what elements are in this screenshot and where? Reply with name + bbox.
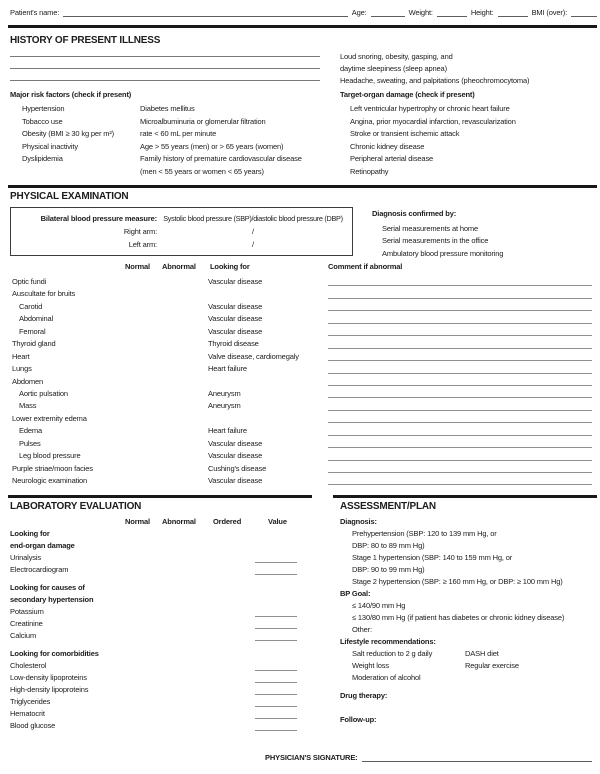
bmi-line bbox=[571, 9, 597, 17]
lifestyle-row bbox=[340, 648, 594, 660]
lab-group-heading: Looking for bbox=[10, 529, 50, 538]
exam-row bbox=[10, 413, 592, 425]
risk-factors-heading: Major risk factors (check if present) bbox=[10, 90, 132, 99]
hpi-blank-line bbox=[10, 57, 320, 69]
lab-group-secondary-htn bbox=[10, 582, 310, 642]
risk-factor-item: Tobacco use bbox=[22, 116, 63, 126]
diagnosis-heading: Diagnosis: bbox=[340, 517, 377, 526]
exam-looking-for: Thyroid disease bbox=[208, 339, 259, 349]
risk-factors-column1 bbox=[22, 103, 114, 166]
patient-name-label: Patient's name: bbox=[10, 8, 60, 17]
exam-label: Purple striae/moon facies bbox=[12, 463, 93, 473]
risk-factor-item: Microalbuminuria or glomerular filtration bbox=[140, 116, 266, 126]
exam-label: Edema bbox=[19, 426, 43, 436]
hpi-blank-line bbox=[10, 69, 320, 81]
exam-label: Auscultate for bruits bbox=[12, 289, 76, 299]
section-rule bbox=[8, 185, 597, 188]
lab-item-row bbox=[10, 708, 310, 720]
target-organ-heading: Target-organ damage (check if present) bbox=[340, 90, 475, 99]
bp-goal-line: ≤ 140/90 mm Hg bbox=[352, 601, 406, 610]
height-label: Height: bbox=[470, 8, 494, 17]
risk-factor-item: Dyslipidemia bbox=[22, 154, 63, 164]
risk-factor-item: rate < 60 mL per minute bbox=[140, 129, 217, 139]
comment-line bbox=[328, 425, 592, 435]
lab-group-heading: end-organ damage bbox=[10, 541, 75, 550]
value-line bbox=[255, 722, 297, 731]
comment-line bbox=[328, 388, 592, 398]
lab-item-label: Creatinine bbox=[10, 619, 43, 628]
comment-line bbox=[328, 326, 592, 336]
col-header-normal: Normal bbox=[125, 262, 150, 271]
lab-col-header-ordered: Ordered bbox=[213, 517, 242, 526]
age-line bbox=[371, 9, 405, 17]
diagnosis-confirmed-heading: Diagnosis confirmed by: bbox=[372, 209, 457, 218]
exam-label: Thyroid gland bbox=[12, 339, 56, 349]
comment-line bbox=[328, 475, 592, 485]
section-title-history: HISTORY OF PRESENT ILLNESS bbox=[10, 35, 161, 46]
lab-item-row bbox=[10, 618, 310, 630]
target-organ-item: Chronic kidney disease bbox=[350, 141, 425, 151]
comment-line bbox=[328, 376, 592, 386]
exam-row bbox=[10, 388, 592, 400]
lab-item-label: Calcium bbox=[10, 631, 37, 640]
weight-line bbox=[437, 9, 467, 17]
exam-table bbox=[10, 276, 592, 487]
lab-item-row bbox=[10, 696, 310, 708]
exam-row bbox=[10, 376, 592, 388]
physician-signature-label: PHYSICIAN'S SIGNATURE: bbox=[265, 753, 358, 762]
exam-row bbox=[10, 475, 592, 487]
comment-line bbox=[328, 450, 592, 460]
lab-table-header bbox=[10, 516, 310, 528]
exam-label: Optic fundi bbox=[12, 277, 47, 286]
exam-looking-for: Vascular disease bbox=[208, 451, 263, 461]
lab-item-row bbox=[10, 720, 310, 732]
risk-factor-item: (men < 55 years or women < 65 years) bbox=[140, 166, 264, 176]
comment-line bbox=[328, 363, 592, 373]
exam-row bbox=[10, 400, 592, 412]
lab-group-heading: secondary hypertension bbox=[10, 595, 94, 604]
lab-item-label: High-density lipoproteins bbox=[10, 685, 89, 694]
bp-goal-line: Other: bbox=[352, 625, 372, 634]
lab-item-row bbox=[10, 564, 310, 576]
exam-label: Abdominal bbox=[19, 314, 54, 324]
exam-looking-for bbox=[208, 413, 328, 425]
exam-row bbox=[10, 288, 592, 300]
lifestyle-row bbox=[340, 672, 594, 684]
exam-label: Carotid bbox=[19, 301, 43, 311]
lifestyle-heading: Lifestyle recommendations: bbox=[340, 637, 436, 646]
signature-row bbox=[265, 753, 592, 762]
lab-item-label: Blood glucose bbox=[10, 721, 56, 730]
exam-looking-for: Vascular disease bbox=[208, 326, 263, 336]
hpi-note-line: Headache, sweating, and palpitations (pheochromocytoma) bbox=[340, 76, 530, 86]
exam-label: Femoral bbox=[19, 326, 46, 336]
comment-line bbox=[328, 400, 592, 410]
lab-item-label: Low-density lipoproteins bbox=[10, 673, 87, 682]
diagnosis-confirmed-item: Serial measurements in the office bbox=[382, 236, 489, 246]
comment-line bbox=[328, 276, 592, 286]
lab-item-row bbox=[10, 672, 310, 684]
top-rule bbox=[8, 25, 597, 28]
comment-line bbox=[328, 338, 592, 348]
comment-line bbox=[328, 413, 592, 423]
diagnosis-line: Stage 2 hypertension (SBP: ≥ 160 mm Hg, or DBP: ≥ 100 mm Hg) bbox=[352, 577, 563, 586]
target-organ-item: Left ventricular hypertrophy or chronic heart failure bbox=[350, 104, 510, 113]
lifestyle-item: Regular exercise bbox=[465, 661, 519, 670]
hpi-note-line: Loud snoring, obesity, gasping, and bbox=[340, 52, 453, 61]
value-line bbox=[255, 686, 297, 695]
lab-group-comorbidities bbox=[10, 648, 310, 732]
drug-therapy-heading: Drug therapy: bbox=[340, 691, 388, 700]
exam-row bbox=[10, 363, 592, 375]
target-organ-item: Peripheral arterial disease bbox=[350, 154, 434, 164]
divider-left bbox=[8, 495, 312, 498]
lab-group-heading: Looking for causes of bbox=[10, 583, 85, 592]
exam-label: Leg blood pressure bbox=[19, 451, 81, 461]
value-line bbox=[255, 608, 297, 617]
value-line bbox=[255, 632, 297, 641]
section-title-assessment: ASSESSMENT/PLAN bbox=[340, 501, 436, 512]
value-line bbox=[255, 674, 297, 683]
exam-looking-for bbox=[208, 288, 328, 300]
value-line bbox=[255, 554, 297, 563]
exam-label: Pulses bbox=[19, 438, 41, 448]
exam-table-header bbox=[10, 262, 592, 276]
exam-row bbox=[10, 276, 592, 288]
exam-looking-for: Vascular disease bbox=[208, 301, 263, 311]
exam-looking-for: Aneurysm bbox=[208, 388, 241, 398]
risk-factor-item: Age > 55 years (men) or > 65 years (women) bbox=[140, 141, 284, 151]
left-arm-label: Left arm: bbox=[128, 240, 157, 249]
comment-line bbox=[328, 463, 592, 473]
follow-up-heading: Follow-up: bbox=[340, 715, 377, 724]
target-organ-item: Retinopathy bbox=[350, 166, 389, 176]
lifestyle-item: Moderation of alcohol bbox=[352, 673, 421, 682]
comment-line bbox=[328, 351, 592, 361]
risk-factor-item: Hypertension bbox=[22, 104, 65, 113]
col-header-comment: Comment if abnormal bbox=[328, 262, 403, 271]
exam-looking-for: Valve disease, cardiomegaly bbox=[208, 351, 299, 361]
lab-col-header-abnormal: Abnormal bbox=[162, 517, 196, 526]
height-line bbox=[498, 9, 528, 17]
value-line bbox=[255, 662, 297, 671]
diagnosis-confirmed-item: Ambulatory blood pressure monitoring bbox=[382, 248, 504, 258]
hpi-blank-lines bbox=[10, 45, 320, 81]
exam-label: Neurologic examination bbox=[12, 476, 88, 485]
laboratory-block bbox=[10, 516, 310, 732]
exam-label: Mass bbox=[19, 401, 37, 411]
comment-line bbox=[328, 301, 592, 311]
assessment-plan-block bbox=[340, 516, 594, 726]
exam-label: Lungs bbox=[12, 364, 32, 374]
diagnosis-line: Stage 1 hypertension (SBP: 140 to 159 mm Hg, or bbox=[352, 553, 513, 562]
exam-label: Lower extremity edema bbox=[12, 413, 87, 423]
col-header-looking-for: Looking for bbox=[210, 262, 250, 271]
risk-factor-item: Physical inactivity bbox=[22, 141, 78, 151]
exam-label: Heart bbox=[12, 351, 30, 361]
right-arm-slash: / bbox=[252, 227, 254, 236]
lab-item-row bbox=[10, 684, 310, 696]
bp-column-header: Systolic blood pressure (SBP)/diastolic blood pressure (DBP) bbox=[163, 214, 343, 223]
exam-looking-for: Vascular disease bbox=[208, 314, 263, 324]
diagnosis-confirmed-item: Serial measurements at home bbox=[382, 224, 478, 234]
exam-row bbox=[10, 425, 592, 437]
exam-row bbox=[10, 450, 592, 462]
exam-row bbox=[10, 301, 592, 313]
exam-looking-for: Aneurysm bbox=[208, 401, 241, 411]
bp-goal-heading: BP Goal: bbox=[340, 589, 371, 598]
value-line bbox=[255, 620, 297, 629]
signature-line bbox=[362, 754, 592, 762]
comment-line bbox=[328, 438, 592, 448]
diagnosis-line: DBP: 90 to 99 mm Hg) bbox=[352, 565, 425, 574]
exam-looking-for: Vascular disease bbox=[208, 277, 263, 286]
patient-name-line bbox=[63, 9, 348, 17]
bmi-label: BMI (over): bbox=[531, 8, 567, 17]
lab-col-header-normal: Normal bbox=[125, 517, 150, 526]
hpi-note-line: daytime sleepiness (sleep apnea) bbox=[340, 64, 447, 74]
comment-line bbox=[328, 288, 592, 298]
diagnosis-confirmed-block bbox=[372, 208, 503, 260]
diagnosis-line: Prehypertension (SBP: 120 to 139 mm Hg, or bbox=[352, 529, 497, 538]
lab-item-row bbox=[10, 606, 310, 618]
target-organ-item: Angina, prior myocardial infarction, revascularization bbox=[350, 116, 516, 126]
lifestyle-item: Salt reduction to 2 g daily bbox=[352, 649, 433, 658]
exam-row bbox=[10, 326, 592, 338]
diagnosis-line: DBP: 80 to 89 mm Hg) bbox=[352, 541, 425, 550]
exam-looking-for: Heart failure bbox=[208, 364, 247, 374]
risk-factors-column2 bbox=[140, 103, 302, 178]
exam-looking-for: Cushing's disease bbox=[208, 463, 267, 473]
bp-measure-box bbox=[10, 207, 353, 256]
lab-item-label: Electrocardiogram bbox=[10, 565, 69, 574]
age-label: Age: bbox=[351, 8, 367, 17]
lifestyle-item: Weight loss bbox=[352, 661, 389, 670]
exam-row bbox=[10, 313, 592, 325]
risk-factor-item: Diabetes mellitus bbox=[140, 104, 195, 113]
lab-item-row bbox=[10, 630, 310, 642]
value-line bbox=[255, 698, 297, 707]
lab-group-end-organ bbox=[10, 528, 310, 576]
lifestyle-row bbox=[340, 660, 594, 672]
lab-item-label: Potassium bbox=[10, 607, 44, 616]
lab-item-row bbox=[10, 660, 310, 672]
target-organ-item: Stroke or transient ischemic attack bbox=[350, 129, 460, 139]
bp-goal-line: ≤ 130/80 mm Hg (if patient has diabetes or chronic kidney disease) bbox=[352, 613, 565, 622]
lab-item-row bbox=[10, 552, 310, 564]
section-title-physical-exam: PHYSICAL EXAMINATION bbox=[10, 191, 129, 202]
exam-label: Aortic pulsation bbox=[19, 388, 68, 398]
patient-header-row bbox=[10, 8, 597, 17]
hpi-notes bbox=[340, 51, 529, 88]
value-line bbox=[255, 566, 297, 575]
risk-factor-item: Obesity (BMI ≥ 30 kg per m²) bbox=[22, 129, 115, 139]
exam-row bbox=[10, 463, 592, 475]
exam-row bbox=[10, 438, 592, 450]
lab-col-header-value: Value bbox=[268, 517, 287, 526]
lab-group-heading: Looking for comorbidities bbox=[10, 649, 99, 658]
lab-item-label: Urinalysis bbox=[10, 553, 42, 562]
lab-item-label: Hematocrit bbox=[10, 709, 45, 718]
lab-item-label: Triglycerides bbox=[10, 697, 51, 706]
right-arm-label: Right arm: bbox=[123, 227, 157, 236]
target-organ-list bbox=[350, 103, 516, 178]
divider-right bbox=[333, 495, 597, 498]
section-title-laboratory: LABORATORY EVALUATION bbox=[10, 501, 142, 512]
col-header-abnormal: Abnormal bbox=[162, 262, 196, 271]
lifestyle-item: DASH diet bbox=[465, 649, 499, 658]
left-arm-slash: / bbox=[252, 240, 254, 249]
exam-looking-for: Heart failure bbox=[208, 426, 247, 436]
bp-box-title: Bilateral blood pressure measure: bbox=[40, 214, 157, 223]
comment-line bbox=[328, 313, 592, 323]
exam-row bbox=[10, 338, 592, 350]
value-line bbox=[255, 710, 297, 719]
exam-looking-for bbox=[208, 376, 328, 388]
weight-label: Weight: bbox=[408, 8, 433, 17]
exam-looking-for: Vascular disease bbox=[208, 438, 263, 448]
risk-factor-item: Family history of premature cardiovascular disease bbox=[140, 154, 302, 164]
hpi-blank-line bbox=[10, 45, 320, 57]
exam-row bbox=[10, 351, 592, 363]
exam-label: Abdomen bbox=[12, 376, 44, 386]
exam-looking-for: Vascular disease bbox=[208, 476, 263, 485]
lab-item-label: Cholesterol bbox=[10, 661, 47, 670]
